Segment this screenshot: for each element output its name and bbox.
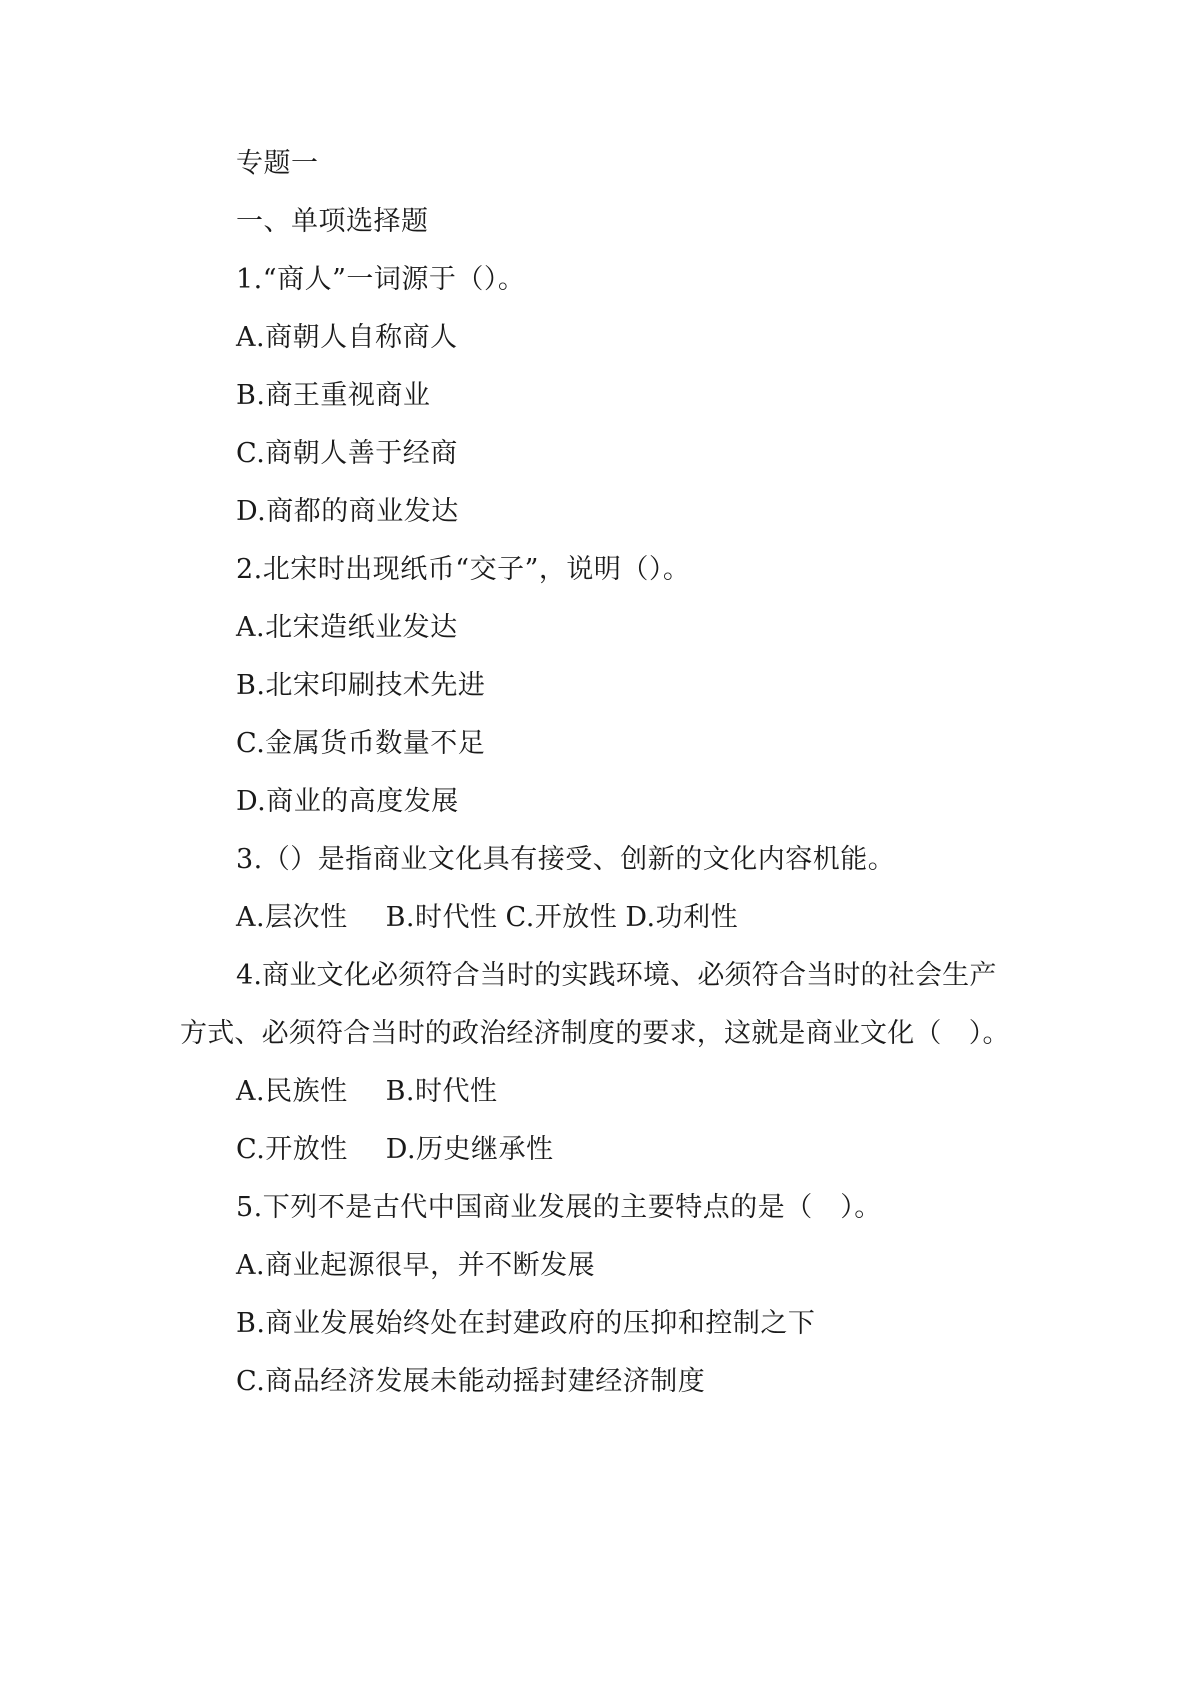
question-5-option-a: A.商业起源很早，并不断发展 [236, 1250, 596, 1281]
question-2-option-d: D.商业的高度发展 [236, 786, 459, 817]
question-1-option-b: B.商王重视商业 [236, 380, 431, 411]
question-2-option-b: B.北宋印刷技术先进 [236, 670, 486, 701]
question-3-option-b: B.时代性 [385, 902, 498, 933]
question-5-option-c: C.商品经济发展未能动摇封建经济制度 [236, 1366, 706, 1397]
question-1-option-a: A.商朝人自称商人 [236, 322, 458, 353]
question-4-option-b: B.时代性 [385, 1076, 498, 1107]
question-3-stem: 3.（）是指商业文化具有接受、创新的文化内容机能。 [236, 844, 896, 875]
question-4-option-a: A.民族性 [236, 1076, 348, 1107]
question-4-stem-line-1: 4.商业文化必须符合当时的实践环境、必须符合当时的社会生产 [236, 960, 997, 991]
part-title: 一、单项选择题 [236, 206, 429, 237]
question-3-option-a: A.层次性 [236, 902, 348, 933]
question-5-option-b: B.商业发展始终处在封建政府的压抑和控制之下 [236, 1308, 816, 1339]
question-3-options [236, 901, 738, 935]
question-4-options-row-1 [236, 1075, 498, 1109]
question-2-stem: 2.北宋时出现纸币“交子”，说明（）。 [236, 554, 691, 585]
question-4-stem-line-2: 方式、必须符合当时的政治经济制度的要求，这就是商业文化（ ）。 [180, 1018, 1010, 1049]
question-3-option-c: C.开放性 [505, 902, 618, 933]
question-2-option-c: C.金属货币数量不足 [236, 728, 486, 759]
question-4-option-c: C.开放性 [236, 1134, 348, 1165]
question-5-stem: 5.下列不是古代中国商业发展的主要特点的是（ ）。 [236, 1192, 882, 1223]
question-1-stem: 1.“商人”一词源于（）。 [236, 264, 526, 295]
question-3-option-d: D.功利性 [625, 902, 739, 933]
question-4-option-d: D.历史继承性 [385, 1134, 554, 1165]
question-2-option-a: A.北宋造纸业发达 [236, 612, 458, 643]
question-1-option-d: D.商都的商业发达 [236, 496, 459, 527]
section-title: 专题一 [236, 148, 319, 179]
question-4-options-row-2 [236, 1133, 554, 1167]
question-1-option-c: C.商朝人善于经商 [236, 438, 458, 469]
